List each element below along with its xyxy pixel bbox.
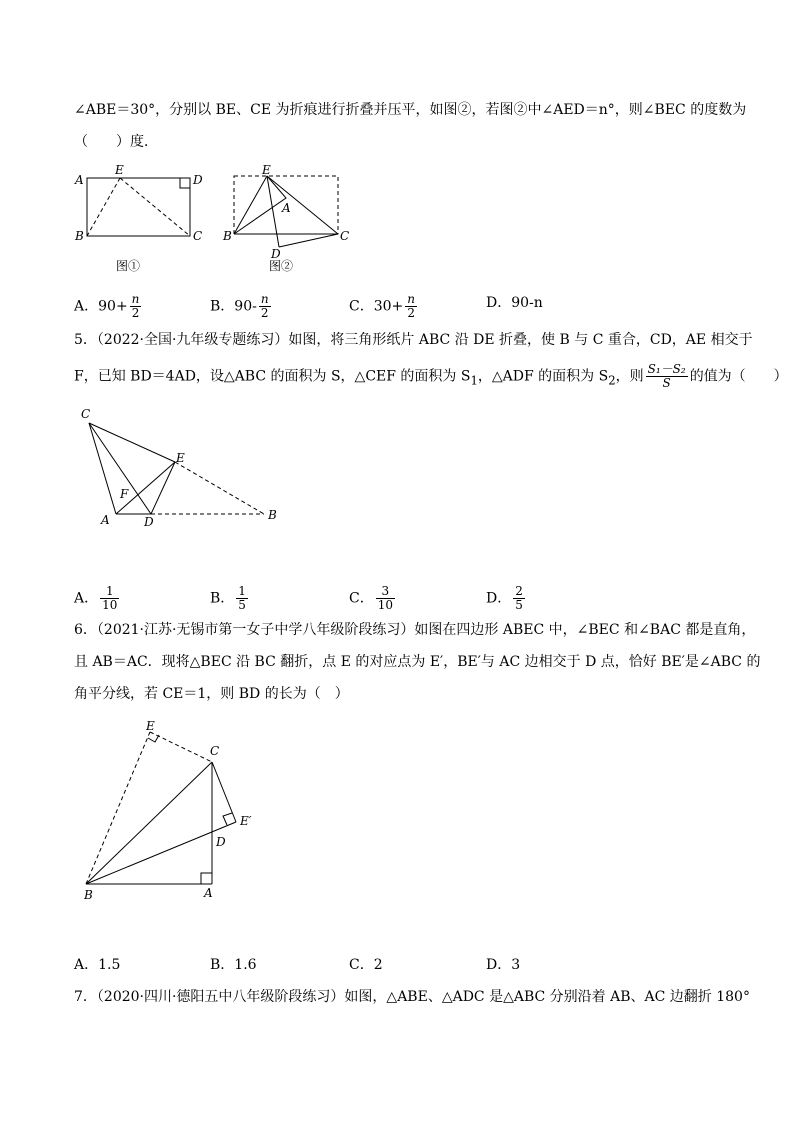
fig1-fold-be — [87, 178, 120, 236]
q6-label-c: C — [210, 744, 220, 758]
fig2-caption: 图② — [269, 259, 294, 273]
fig2-label-c: C — [340, 229, 350, 243]
q6-line-1: 6．（2021·江苏·无锡市第一女子中学八年级阶段练习）如图在四边形 ABEC 中，∠BEC 和∠BAC 都是直角， — [74, 622, 756, 638]
q5-label-e: E — [176, 451, 185, 465]
q6-line-2: 且 AB＝AC．现将△BEC 沿 BC 翻折，点 E 的对应点为 E′，BE′与 AC 边相交于 D 点，恰好 BE′是∠ABC 的 — [74, 654, 761, 670]
q4-line-1: ∠ABE＝30°，分别以 BE、CE 为折痕进行折叠并压平，如图②，若图②中∠AED＝n°，则∠BEC 的度数为 — [74, 102, 747, 118]
q5-option-a[interactable]: A． $\frac{1}{10}$ — [74, 584, 118, 612]
fig1-label-d: D — [193, 173, 203, 187]
fig2-label-a: A — [282, 201, 291, 215]
q6-label-e-prime: E′ — [240, 814, 252, 828]
fig1-label-b: B — [75, 229, 84, 243]
q6-option-b[interactable]: B．1.6 — [210, 957, 257, 973]
q5-label-a: A — [101, 513, 110, 527]
q6-label-b: B — [84, 888, 93, 902]
fig1-label-c: C — [193, 229, 203, 243]
fig2-label-e: E — [262, 163, 271, 177]
q6-label-a: A — [204, 886, 213, 900]
fig1-label-a: A — [75, 173, 84, 187]
q5-option-d[interactable]: D． $\frac{2}{5}$ — [486, 584, 523, 612]
q5-figure — [70, 400, 290, 530]
q4-option-c[interactable]: C．30+ $\frac{n}{2}$ — [349, 292, 415, 320]
q5-label-d: D — [144, 515, 154, 529]
q4-figure-1 — [70, 160, 210, 275]
q5-line-1: 5．（2022·全国·九年级专题练习）如图，将三角形纸片 ABC 沿 DE 折叠，使 B 与 C 重合，CD，AE 相交于 — [74, 332, 753, 348]
fig1-rectangle — [87, 178, 190, 236]
q7-line-1: 7．（2020·四川·德阳五中八年级阶段练习）如图，△ABE、△ADC 是△ABC 分别沿着 AB、AC 边翻折 180° — [74, 989, 750, 1005]
q6-option-a[interactable]: A．1.5 — [74, 957, 121, 973]
q5-line-2: F，已知 BD＝4AD，设△ABC 的面积为 S，△CEF 的面积为 $S_1$，△ADF 的面积为 $S_2$，则 $\frac{\text{S₁－S₂}}{S}$ 的值为（ ） — [74, 362, 788, 390]
fig1-label-e: E — [115, 163, 124, 177]
q5-fraction: $\frac{\text{S₁－S₂}}{S}$ — [647, 362, 686, 390]
q6-option-d[interactable]: D．3 — [486, 957, 521, 973]
q6-label-d: D — [216, 835, 226, 849]
q4-line-2: （ ）度． — [74, 134, 158, 150]
q5-option-c[interactable]: C． $\frac{3}{10}$ — [349, 584, 393, 612]
q6-line-3: 角平分线，若 CE＝1，则 BD 的长为（ ） — [74, 686, 349, 702]
q6-figure — [70, 715, 270, 902]
q5-label-c: C — [81, 407, 91, 421]
q4-option-d[interactable]: D．90-n — [486, 295, 543, 311]
q4-option-b[interactable]: B．90- $\frac{n}{2}$ — [210, 292, 269, 320]
q5-label-b: B — [268, 508, 277, 522]
fig1-caption: 图① — [116, 259, 141, 273]
q5-label-f: F — [120, 487, 129, 501]
fig2-label-d: D — [271, 247, 281, 261]
q5-option-b[interactable]: B． $\frac{1}{5}$ — [210, 584, 246, 612]
fig2-label-b: B — [223, 229, 232, 243]
q6-label-e: E — [146, 719, 155, 733]
fig1-right-angle-mark — [180, 178, 190, 188]
q4-option-a[interactable]: A．90+ $\frac{n}{2}$ — [74, 292, 140, 320]
q4-figure-2 — [222, 160, 357, 275]
q6-option-c[interactable]: C．2 — [349, 957, 383, 973]
